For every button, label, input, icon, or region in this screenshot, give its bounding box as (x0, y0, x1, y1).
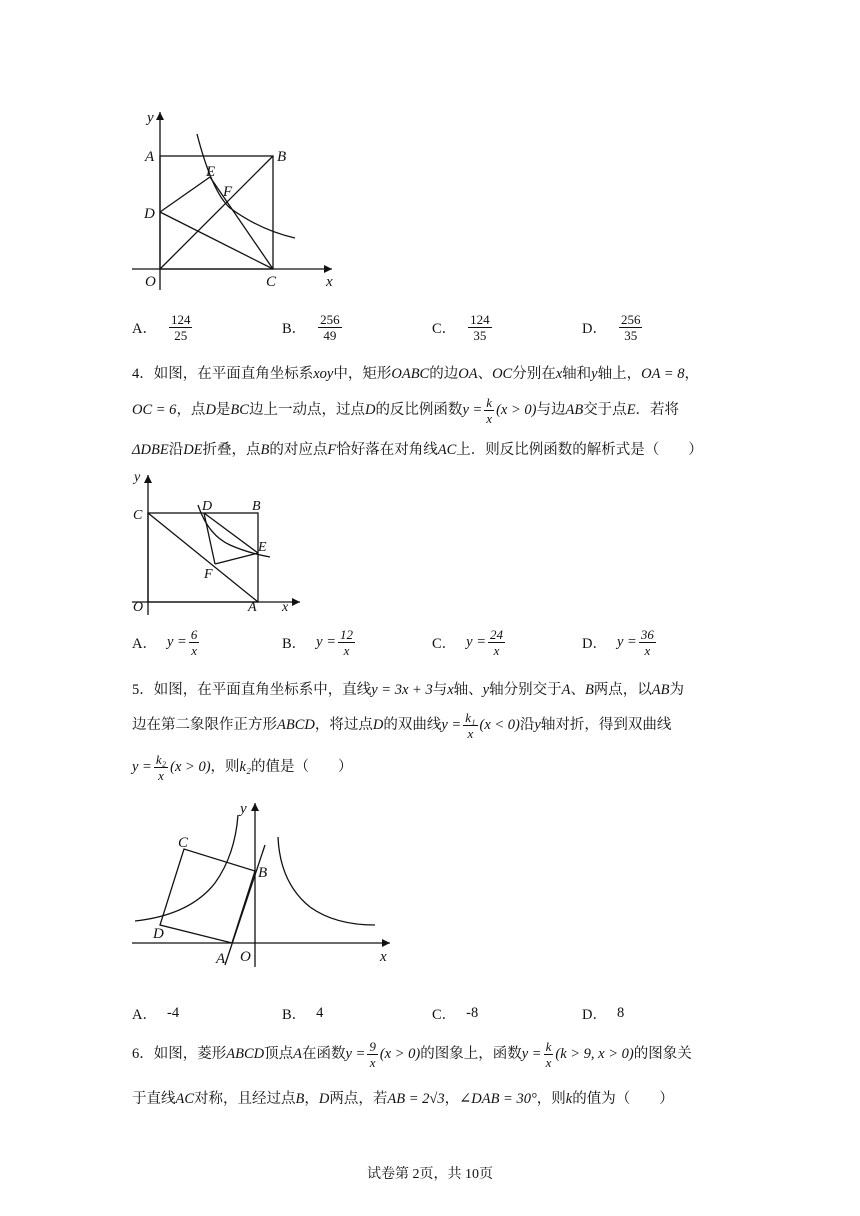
fraction: $\frac{124}{35}$ (470, 312, 490, 343)
option-a[interactable]: A． y = $\frac{6}{x}$ (132, 627, 198, 658)
option-c[interactable]: C． y = $\frac{24}{x}$ (432, 627, 504, 658)
label: E (206, 164, 216, 180)
label: O (133, 600, 144, 615)
label: O (240, 949, 251, 965)
fraction: $\frac{24}{x}$ (490, 627, 504, 658)
figure-q5 (120, 795, 400, 970)
label: E (258, 540, 267, 555)
figure-q4 (120, 465, 310, 620)
segment-ec (210, 177, 273, 269)
fraction: $\frac{k}{x}$ (486, 395, 493, 426)
square-abcd (160, 849, 255, 943)
q4-line-3: ΔDBE沿DE折叠，点B的对应点F恰好落在对角线AC上．则反比例函数的解析式是（ ） (132, 442, 703, 458)
option-b[interactable]: B． y = $\frac{12}{x}$ (282, 627, 354, 658)
fraction: $\frac{9}{x}$ (369, 1039, 376, 1070)
q6-line-1: 6．如图，菱形ABCD顶点A在函数y = $\frac{9}{x}$ (x > 0)的图象上，函数y = $\frac{k}{x}$ (k > 9, x > 0)的图象关 (132, 1039, 692, 1070)
label: x (326, 274, 333, 290)
label: B (258, 865, 268, 881)
segment-fe (215, 553, 258, 564)
fraction: $\frac{256}{49}$ (320, 312, 340, 343)
option-d[interactable]: D． $\frac{256}{35}$ (582, 312, 641, 343)
q4-line-2: OC = 6，点D是BC边上一动点，过点D的反比例函数y = $\frac{k}{x}$ (x > 0)与边AB交于点E．若将 (132, 395, 680, 426)
q5-line-3: y = $\frac{\text{k₂}}{x}$ (x > 0)，则k₂的值是（ ） (132, 752, 353, 783)
label: D (144, 206, 155, 222)
label: A (248, 600, 257, 615)
option-a[interactable]: A． $\frac{124}{25}$ (132, 312, 191, 343)
label: B (252, 499, 261, 514)
option-b[interactable]: B． $\frac{256}{49}$ (282, 312, 340, 343)
option-a[interactable]: A． -4 (132, 1005, 180, 1023)
fraction: $\frac{k}{x}$ (545, 1039, 552, 1070)
option-d[interactable]: D． 8 (582, 1005, 625, 1023)
fraction: $\frac{256}{35}$ (620, 312, 641, 343)
fraction: $\frac{12}{x}$ (340, 627, 354, 658)
q5-line-1: 5．如图，在平面直角坐标系中，直线y = 3x + 3与x轴、y轴分别交于A、B两点，以AB为 (132, 682, 685, 698)
label: F (204, 567, 213, 582)
label: C (178, 835, 189, 851)
option-b[interactable]: B． 4 (282, 1005, 324, 1023)
q6-line-2: 于直线AC对称，且经过点B，D两点，若AB = 2√3，∠DAB = 30°，则k的值为（ ） (132, 1091, 674, 1107)
label: y (134, 470, 141, 485)
option-d[interactable]: D． y = $\frac{36}{x}$ (582, 627, 654, 658)
figure-q3 (120, 100, 350, 300)
label: y (240, 801, 247, 817)
label: O (145, 274, 156, 290)
label: A (216, 951, 226, 967)
label: D (153, 926, 164, 942)
segment-de (160, 177, 210, 212)
label: C (133, 508, 143, 523)
fraction: $\frac{\text{k₁}}{x}$ (465, 710, 476, 741)
fraction: $\frac{\text{k₂}}{x}$ (155, 752, 167, 783)
fraction: $\frac{36}{x}$ (640, 627, 654, 658)
segment-dc (160, 212, 273, 269)
q5-line-2: 边在第二象限作正方形ABCD，将过点D的双曲线y = $\frac{\text{k₁}}{x}$ (x < 0)沿y轴对折，得到双曲线 (132, 710, 672, 741)
label: y (147, 110, 154, 126)
page-footer: 试卷第 2页，共 10页 (367, 1167, 493, 1182)
segment-de (204, 513, 258, 553)
q4-line-1: 4．如图，在平面直角坐标系xoy中，矩形OABC的边OA、OC分别在x轴和y轴上，OA = 8， (132, 366, 699, 382)
fraction: $\frac{124}{25}$ (170, 312, 191, 343)
label: x (282, 600, 289, 615)
diagonal-ob (160, 156, 273, 269)
label: C (266, 274, 277, 290)
option-c[interactable]: C． $\frac{124}{35}$ (432, 312, 490, 343)
label: D (202, 499, 213, 514)
label: x (380, 949, 387, 965)
label: A (145, 149, 155, 165)
hyperbola-left (135, 815, 238, 921)
label: F (223, 184, 233, 200)
label: B (277, 149, 287, 165)
hyperbola-right (278, 837, 375, 925)
option-c[interactable]: C． -8 (432, 1005, 479, 1023)
fraction: $\frac{6}{x}$ (190, 627, 198, 658)
